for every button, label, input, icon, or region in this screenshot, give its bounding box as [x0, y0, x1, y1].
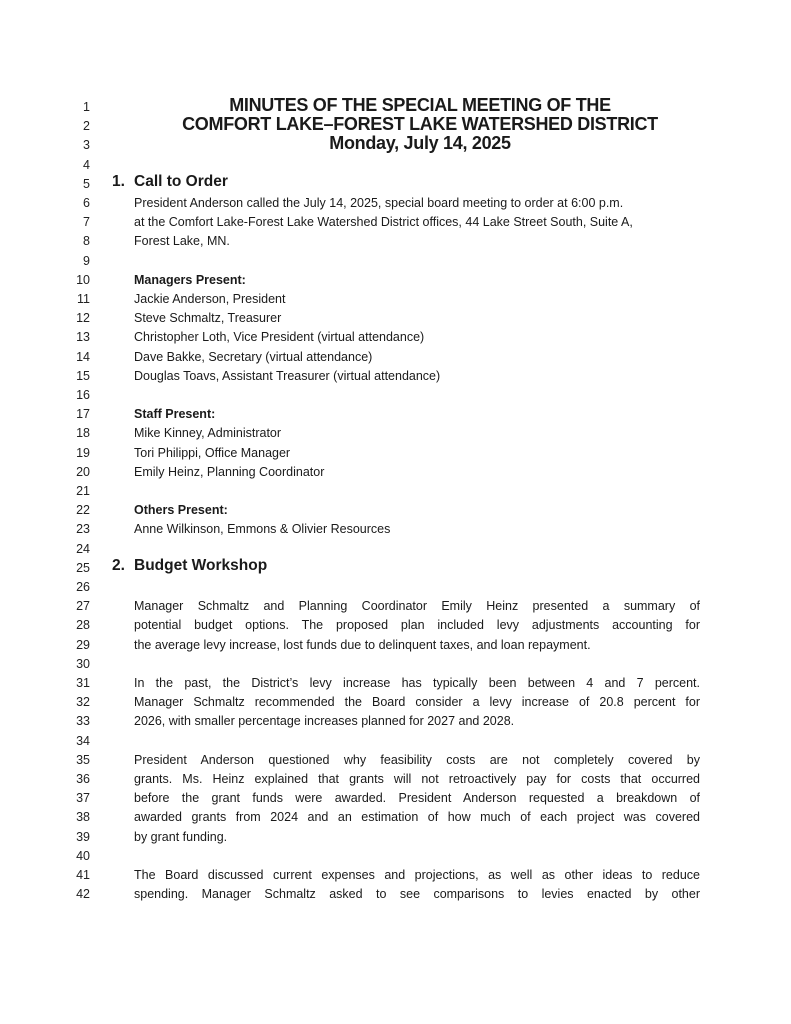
- paragraph-line: Manager Schmaltz and Planning Coordinator Emily Heinz presented a summary of: [134, 599, 700, 614]
- line-number: 33: [76, 714, 90, 729]
- line-number: 42: [76, 887, 90, 902]
- attendee-staff: Mike Kinney, Administrator: [134, 426, 282, 441]
- line-number: 24: [76, 541, 90, 556]
- paragraph-line: by grant funding.: [134, 829, 228, 844]
- attendee-manager: Dave Bakke, Secretary (virtual attendance): [134, 349, 373, 364]
- line-number: 26: [76, 580, 90, 594]
- paragraph-line: before the grant funds were awarded. President Anderson requested a breakdown of: [134, 791, 700, 806]
- paragraph-line: The Board discussed current expenses and projections, as well as other ideas to reduce: [134, 868, 700, 882]
- attendee-other: Anne Wilkinson, Emmons & Olivier Resources: [134, 522, 391, 537]
- paragraph-line: potential budget options. The proposed plan included levy adjustments accounting for: [134, 618, 700, 633]
- line-number: 31: [76, 676, 90, 690]
- section-title: Budget Workshop: [134, 556, 268, 574]
- line-number: 2: [83, 119, 90, 134]
- paragraph-line: spending. Manager Schmaltz asked to see comparisons to levies enacted by other: [134, 887, 700, 902]
- line-number: 1: [83, 100, 90, 114]
- line-number: 29: [76, 637, 90, 652]
- section-heading: [112, 173, 228, 191]
- line-number: 5: [83, 176, 90, 191]
- paragraph-line: President Anderson called the July 14, 2025, special board meeting to order at 6:00 p.m.: [134, 196, 624, 210]
- paragraph-line: In the past, the District’s levy increase has typically been between 4 and 7 percent.: [134, 676, 700, 690]
- paragraph-line: Manager Schmaltz recommended the Board consider a levy increase of 20.8 percent for: [134, 695, 700, 710]
- line-number: 37: [76, 791, 90, 806]
- line-number: 38: [76, 810, 90, 825]
- managers-present-label: Managers Present:: [134, 272, 246, 287]
- line-number: 35: [76, 752, 90, 767]
- line-number: 19: [76, 445, 90, 460]
- line-number: 17: [76, 407, 90, 422]
- line-number: 41: [76, 868, 90, 882]
- line-number: 14: [76, 349, 90, 364]
- line-number: 32: [76, 695, 90, 710]
- line-number: 22: [76, 503, 90, 518]
- line-number: 18: [76, 426, 90, 441]
- attendee-staff: Emily Heinz, Planning Coordinator: [134, 464, 325, 479]
- line-number: 12: [76, 311, 90, 326]
- line-number: 15: [76, 368, 90, 383]
- paragraph-line: grants. Ms. Heinz explained that grants will not retroactively pay for costs that occurred: [134, 772, 700, 786]
- line-number: 16: [76, 388, 90, 402]
- line-number: 36: [76, 772, 90, 786]
- document-title-line: Monday, July 14, 2025: [329, 133, 511, 154]
- staff-present-label: Staff Present:: [134, 407, 216, 422]
- others-present-label: Others Present:: [134, 503, 228, 518]
- attendee-manager: Steve Schmaltz, Treasurer: [134, 311, 282, 326]
- paragraph-line: 2026, with smaller percentage increases planned for 2027 and 2028.: [134, 714, 515, 729]
- line-number: 11: [77, 292, 90, 306]
- paragraph-line: President Anderson questioned why feasibility costs are not completely covered by: [134, 752, 700, 767]
- line-number: 6: [83, 196, 90, 210]
- line-number: 8: [83, 234, 90, 249]
- line-number: 25: [76, 560, 90, 575]
- attendee-staff: Tori Philippi, Office Manager: [134, 445, 291, 460]
- line-number: 13: [76, 330, 90, 345]
- paragraph-line: Forest Lake, MN.: [134, 234, 230, 249]
- line-number: 30: [76, 656, 90, 671]
- line-number: 21: [76, 484, 90, 498]
- attendee-manager: Jackie Anderson, President: [134, 292, 286, 306]
- line-number: 4: [83, 157, 90, 172]
- section-title: Call to Order: [134, 172, 228, 190]
- line-number: 23: [76, 522, 90, 537]
- paragraph-line: awarded grants from 2024 and an estimation of how much of each project was covered: [134, 810, 700, 825]
- line-number: 27: [76, 599, 90, 614]
- line-number: 7: [83, 215, 90, 230]
- section-number: 1.: [112, 172, 125, 190]
- line-number: 20: [76, 464, 90, 479]
- section-heading: [112, 557, 267, 575]
- line-number: 34: [76, 733, 90, 748]
- line-number: 10: [76, 272, 90, 287]
- section-number: 2.: [112, 556, 125, 574]
- paragraph-line: the average levy increase, lost funds due to delinquent taxes, and loan repayment.: [134, 637, 591, 652]
- attendee-manager: Christopher Loth, Vice President (virtual attendance): [134, 330, 425, 345]
- line-number: 9: [83, 253, 90, 268]
- line-number: 3: [83, 138, 90, 153]
- line-number: 40: [76, 848, 90, 863]
- line-number: 39: [76, 829, 90, 844]
- line-number: 28: [76, 618, 90, 633]
- document-title-line: COMFORT LAKE–FOREST LAKE WATERSHED DISTRICT: [182, 114, 658, 135]
- paragraph-line: at the Comfort Lake-Forest Lake Watershed District offices, 44 Lake Street South, Suite A,: [134, 215, 633, 230]
- document-title-line: MINUTES OF THE SPECIAL MEETING OF THE: [229, 95, 611, 115]
- attendee-manager: Douglas Toavs, Assistant Treasurer (virtual attendance): [134, 368, 441, 383]
